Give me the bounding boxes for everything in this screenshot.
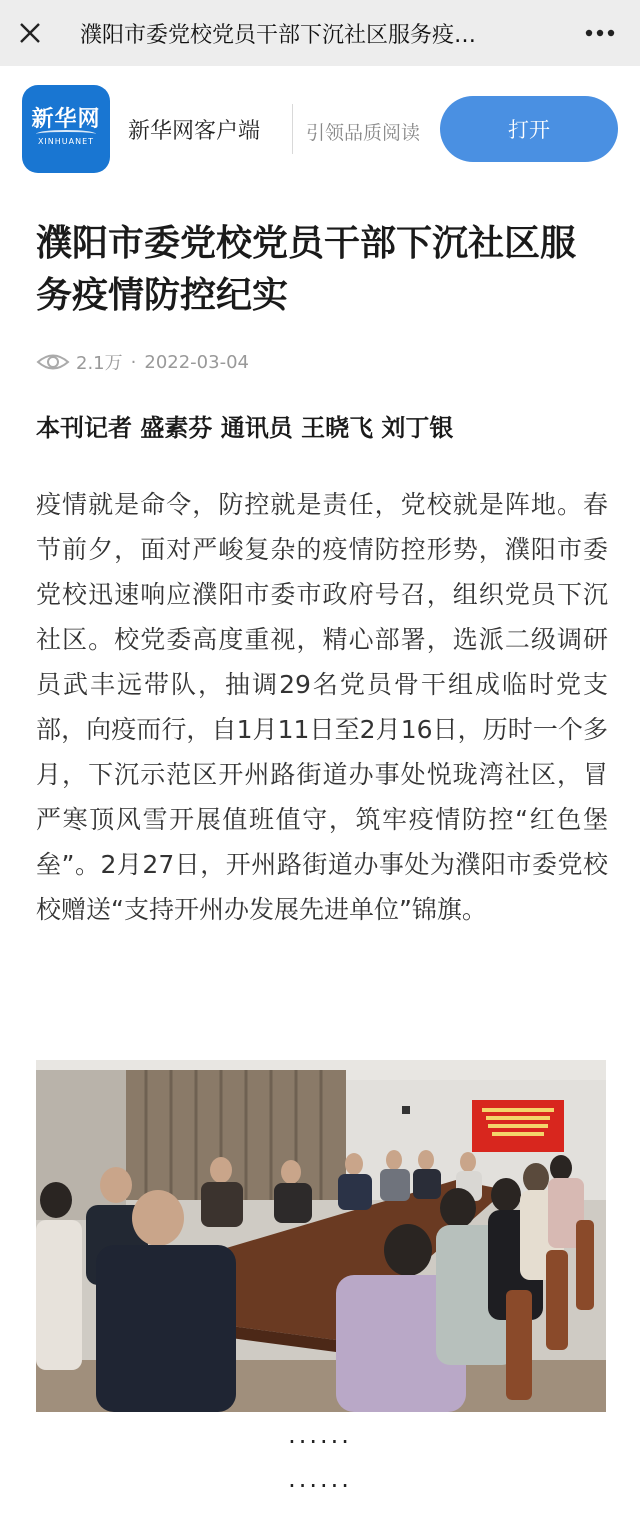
page-title: 濮阳市委党校党员干部下沉社区服务疫… [80,22,477,48]
meta-separator: · [130,351,137,373]
eye-icon [36,352,70,372]
continue-indicator-2: ······ [288,1472,352,1500]
article-byline: 本刊记者 盛素芬 通讯员 王晓飞 刘丁银 [36,414,454,442]
banner-divider [292,104,293,154]
top-navigation-bar [0,0,640,66]
app-name: 新华网客户端 [128,119,261,144]
close-icon [19,22,41,44]
close-button[interactable] [0,0,60,66]
app-slogan: 引领品质阅读 [306,122,421,144]
continue-indicator-1: ······ [288,1428,352,1456]
more-dots-icon [585,29,615,37]
meeting-photo [36,1060,606,1412]
article-paragraph: 疫情就是命令，防控就是责任，党校就是阵地。春节前夕，面对严峻复杂的疫情防控形势，濮阳市委党校迅速响应濮阳市委市政府号召，组织党员下沉社区。校党委高度重视，精心部署，选派二级调研员武丰远带队，抽调29名党员骨干组成临时党支部，向疫而行，自1月11日至2月16日，历时一个多月，下沉示范区开州路街道办事处悦珑湾社区，冒严寒顶风雪开展值班值守，筑牢疫情防控“红色堡垒”。2月27日，开州路街道办事处为濮阳市委党校校赠送“支持开州办发展先进单位”锦旗。 [36,490,608,924]
publish-date: 2022-03-04 [144,351,249,373]
article-title: 濮阳市委党校党员干部下沉社区服务疫情防控纪实 [36,223,577,316]
article-meta [36,348,249,376]
open-app-button[interactable]: 打开 [440,96,618,162]
view-count: 2.1万 [76,353,123,374]
more-button[interactable] [560,0,640,66]
logo-text: 新华网 [31,107,101,132]
logo-subtext: XINHUANET [37,137,95,146]
xinhuanet-logo[interactable] [22,85,110,173]
app-banner [0,66,640,192]
